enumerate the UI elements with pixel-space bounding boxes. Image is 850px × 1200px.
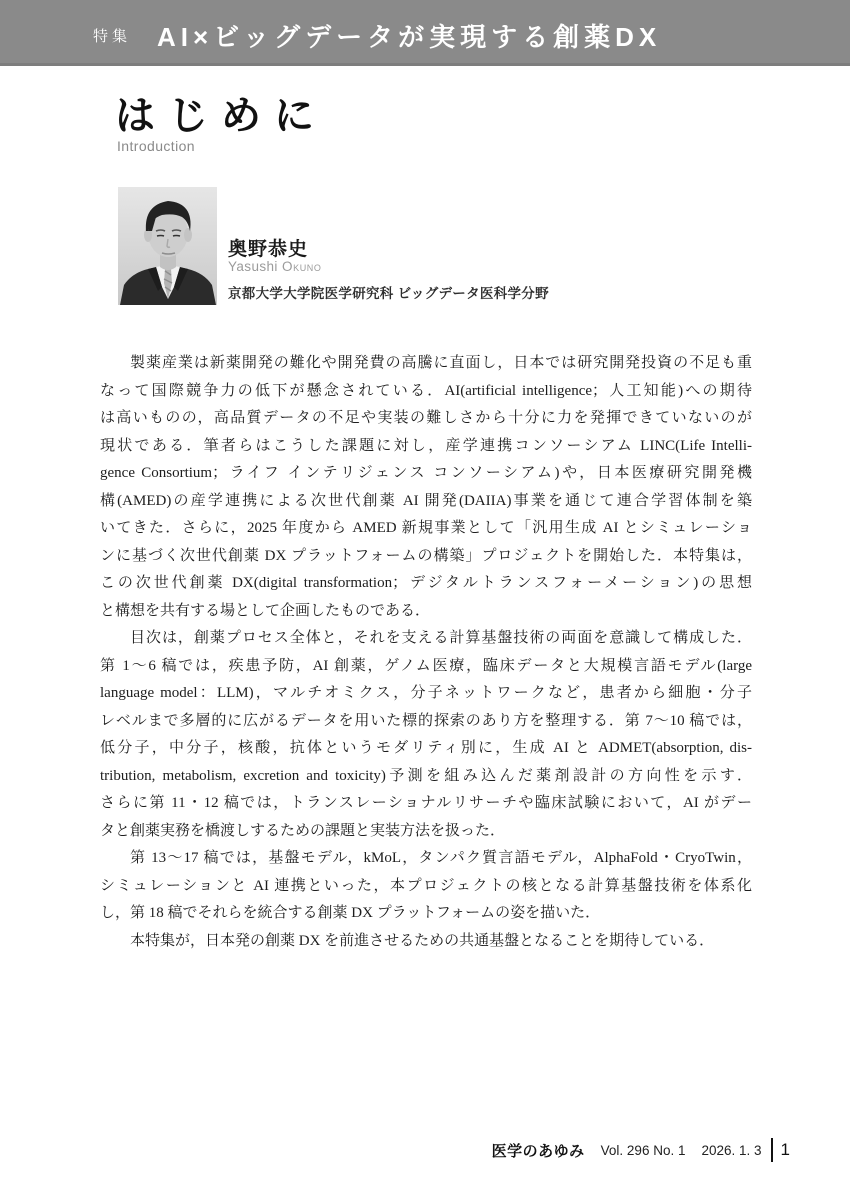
- body-line: 構(AMED)の産学連携による次世代創薬 AI 開発(DAIIA)事業を通じて連合学習体制を築: [100, 492, 752, 509]
- author-given-name: Yasushi: [228, 259, 278, 274]
- journal-name: 医学のあゆみ: [491, 1142, 585, 1160]
- body-line: tribution, metabolism, excretion and toxicity)予測を組み込んだ薬剤設計の方向性を示す．: [100, 767, 752, 784]
- author-name-romaji: [228, 259, 322, 274]
- author-affiliation: 京都大学大学院医学研究科 ビッグデータ医科学分野: [228, 286, 549, 301]
- body-line: 製薬産業は新薬開発の難化や開発費の高騰に直面し，日本では研究開発投資の不足も重: [130, 355, 752, 371]
- footer-divider: [771, 1138, 773, 1162]
- volume-number: Vol. 296 No. 1: [600, 1142, 686, 1158]
- page-number: 1: [780, 1140, 790, 1159]
- body-line: 低分子，中分子，核酸，抗体というモダリティ別に，生成 AI と ADMET(absorption, dis-: [100, 740, 752, 756]
- author-name-japanese: 奥野恭史: [228, 239, 309, 260]
- body-line: 本特集が，日本発の創薬 DX を前進させるための共通基盤となることを期待している．: [130, 932, 715, 949]
- feature-header-band: [0, 0, 850, 66]
- body-line: レベルまで多層的に広がるデータを用いた標的探索のあり方を整理する．第 7〜10 稿では，: [100, 712, 752, 729]
- feature-label: 特集: [93, 28, 132, 45]
- body-line: 現状である．筆者らはこうした課題に対し，産学連携コンソーシアム LINC(Life Intelli-: [100, 437, 752, 454]
- author-portrait-photo: [118, 187, 217, 305]
- article-body: [100, 350, 752, 955]
- body-line: ンに基づく次世代創薬 DX プラットフォームの構築」プロジェクトを開始した．本特集は，: [100, 547, 752, 564]
- issue-date: 2026. 1. 3: [701, 1142, 762, 1158]
- body-line: 第 13〜17 稿では，基盤モデル，kMoL，タンパク質言語モデル，AlphaFold・CryoTwin，: [130, 850, 752, 866]
- body-line: gence Consortium；ライフ インテリジェンス コンソーシアム)や，日本医療研究開発機: [100, 465, 752, 481]
- page-footer: [492, 1136, 790, 1164]
- body-line: は高いものの，高品質データの不足や実装の難しさから十分に力を発揮できていないのが: [100, 410, 752, 426]
- body-line: 第 1〜6 稿では，疾患予防，AI 創薬，ゲノム医療，臨床データと大規模言語モデル(large: [100, 657, 752, 674]
- body-line: し，第 18 稿でそれらを統合する創薬 DX プラットフォームの姿を描いた．: [100, 905, 601, 921]
- article-title-english: Introduction: [117, 138, 195, 154]
- body-line: 目次は，創薬プロセス全体と，それを支える計算基盤技術の両面を意識して構成した．: [130, 630, 752, 646]
- body-line: なって国際競争力の低下が懸念されている．AI(artificial intelligence；人工知能)への期待: [100, 382, 752, 399]
- body-line: と構想を共有する場として企画したものである．: [100, 602, 431, 619]
- body-line: language model：LLM)，マルチオミクス，分子ネットワークなど，患者から細胞・分子: [100, 685, 752, 701]
- article-title-japanese: はじめに: [115, 94, 327, 138]
- body-line: いてきた．さらに，2025 年度から AMED 新規事業として「汎用生成 AI とシミュレーショ: [100, 520, 752, 536]
- body-line: さらに第 11・12 稿では，トランスレーショナルリサーチや臨床試験において，AI がデー: [100, 795, 752, 811]
- body-line: この次世代創薬 DX(digital transformation；デジタルトランスフォーメーション)の思想: [100, 575, 752, 591]
- author-family-name: Okuno: [281, 259, 322, 274]
- body-line: シミュレーションと AI 連携といった，本プロジェクトの核となる計算基盤技術を体系化: [100, 877, 752, 894]
- body-line: タと創薬実務を橋渡しするための課題と実装方法を扱った．: [100, 822, 506, 839]
- feature-title: AI×ビッグデータが実現する創薬DX: [157, 22, 662, 52]
